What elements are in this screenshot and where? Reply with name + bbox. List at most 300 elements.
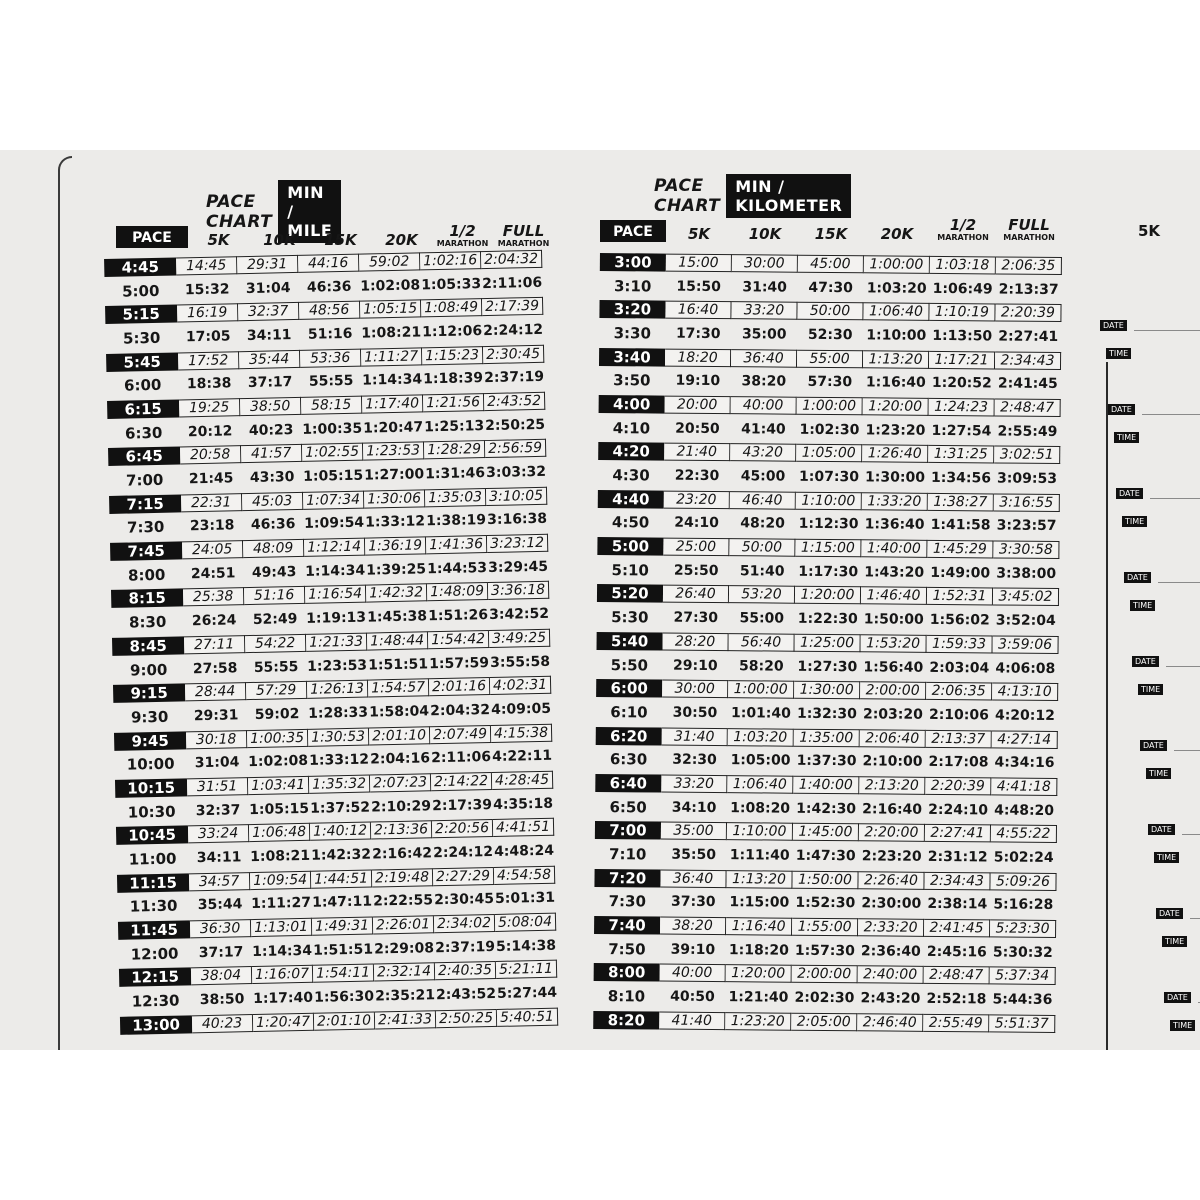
mile-pace-cell: 6:00 [123,376,162,395]
km-time-cell: 1:08:20 [730,799,791,817]
km-time-cell: 1:10:00 [796,491,862,510]
km-header-15k [798,227,864,242]
mile-time-cell: 19:25 [179,398,240,417]
km-time-cell: 15:50 [676,278,722,295]
mile-pace-cell: 11:15 [117,873,189,893]
mile-time-cell: 40:23 [192,1014,253,1033]
km-pace-cell: 5:20 [597,584,663,603]
km-time-cell: 1:50:00 [792,870,858,889]
km-time-cell: 17:30 [675,325,721,342]
km-time-cell: 1:56:02 [929,612,990,629]
mile-time-cell: 29:31 [237,255,298,274]
km-time-cell: 2:34:43 [995,351,1061,370]
mile-time-cell: 1:05:15 [360,300,421,319]
mile-pace-cell: 7:45 [110,542,182,562]
km-header-label: PACE [613,224,653,240]
km-time-cell: 35:00 [741,326,787,343]
km-time-cell: 2:10:06 [928,706,989,724]
mile-time-cell: 2:19:48 [372,868,433,887]
km-time-cell: 1:57:30 [794,942,855,960]
km-time-cell: 16:40 [665,301,731,320]
page-edge [58,156,72,1050]
mile-time-cell: 14:45 [176,256,237,275]
mile-time-cell: 2:27:29 [433,867,494,886]
km-header-pace [600,220,666,242]
log-entry-line[interactable] [1158,582,1200,583]
km-time-cell: 1:40:00 [793,776,859,795]
mile-time-cell: 1:20:47 [363,419,424,437]
mile-time-cell: 1:35:32 [309,775,370,794]
km-time-cell: 5:16:28 [993,896,1054,914]
log-entry-line[interactable] [1134,330,1200,331]
log-time-tag: TIME [1130,600,1155,611]
km-time-cell: 1:47:30 [795,847,856,865]
mile-time-cell: 2:14:22 [431,772,492,791]
km-pace-cell: 4:20 [598,442,664,461]
km-time-cell: 1:42:30 [796,800,857,817]
mile-time-cell: 51:16 [244,586,305,605]
km-pace-cell: 3:00 [600,253,666,272]
mile-time-cell: 1:51:51 [368,655,429,674]
log-entry-line[interactable] [1182,834,1200,835]
mile-header-20k [371,233,432,248]
km-pace-cell: 7:50 [608,939,646,959]
km-time-cell: 1:33:20 [862,492,928,511]
km-time-cell: 1:15:00 [795,539,861,558]
mile-time-cell: 1:47:11 [311,893,373,912]
mile-time-cell: 1:18:39 [423,370,484,388]
km-time-cell: 1:38:27 [928,493,994,512]
mile-time-cell: 1:51:26 [427,607,489,625]
km-time-cell: 1:23:20 [725,1012,791,1031]
km-time-cell: 1:25:00 [795,634,861,653]
km-time-cell: 1:43:20 [864,564,925,581]
mile-header-label: 1/2 [449,222,476,240]
mile-pace-cell: 6:30 [124,423,163,443]
mile-time-cell: 55:55 [253,658,299,676]
km-time-cell: 2:38:14 [927,896,988,913]
mile-time-cell: 2:01:10 [369,726,430,745]
log-entry-line[interactable] [1142,414,1200,415]
km-time-cell: 1:41:58 [930,517,991,534]
mile-time-cell: 2:04:16 [369,750,431,768]
km-time-cell: 2:06:35 [926,682,992,701]
km-time-cell: 30:50 [672,704,718,721]
mile-time-cell: 2:11:06 [430,749,492,767]
km-pace-cell: 5:00 [597,537,663,556]
mile-time-cell: 4:35:18 [492,795,554,813]
km-time-cell: 2:16:40 [862,800,923,818]
mile-time-cell: 1:09:54 [304,515,365,533]
mile-header-sublabel: MARATHON [497,239,550,248]
mile-header-10k [249,233,310,248]
mile-time-cell: 1:08:21 [361,324,422,342]
mile-time-cell: 1:28:33 [308,704,369,722]
mile-time-cell: 1:25:13 [424,417,485,435]
km-time-cell: 33:20 [661,775,727,794]
km-time-cell: 47:30 [808,279,854,296]
mile-time-cell: 29:31 [193,707,239,725]
km-time-cell: 2:06:40 [860,729,926,748]
km-time-cell: 1:03:20 [728,728,794,747]
km-time-cell: 50:00 [729,538,795,557]
mile-time-cell: 1:11:27 [361,347,422,366]
km-time-cell: 1:20:00 [795,586,861,605]
km-pace-cell: 7:10 [608,845,647,864]
mile-time-cell: 30:18 [186,730,247,749]
km-pace-cell: 5:50 [610,655,649,674]
km-time-cell: 3:45:02 [993,588,1059,607]
km-time-cell: 20:50 [675,420,720,437]
mile-time-cell: 31:04 [245,279,291,297]
mile-time-cell: 5:40:51 [497,1008,558,1027]
mile-time-cell: 1:02:08 [248,753,309,771]
mile-time-cell: 31:51 [187,777,248,796]
km-header-label: 5K [687,225,711,243]
km-time-cell: 1:31:25 [928,445,994,464]
mile-time-cell: 2:34:02 [434,914,495,933]
km-header-5k [666,227,732,242]
km-time-cell: 2:41:45 [924,919,990,938]
km-time-cell: 2:00:00 [792,965,858,984]
log-date-tag: DATE [1124,572,1151,583]
mile-time-cell: 1:54:11 [313,964,374,983]
km-time-cell: 39:10 [670,941,716,958]
km-time-cell: 1:23:20 [865,421,926,439]
mile-chart-unit: MIN / MILE [278,180,341,243]
km-time-cell: 57:30 [807,374,853,391]
km-time-cell: 1:13:20 [863,350,929,369]
mile-time-cell: 4:09:05 [490,700,552,718]
km-time-cell: 1:20:00 [726,965,792,984]
km-time-cell: 1:05:00 [796,444,862,463]
mile-time-cell: 1:11:27 [250,895,312,913]
mile-time-cell: 1:06:48 [249,823,310,842]
mile-time-cell: 52:49 [252,611,298,629]
mile-time-cell: 38:04 [191,967,252,986]
km-time-cell: 4:06:08 [995,659,1056,677]
km-header-1-2 [930,218,996,242]
mile-time-cell: 5:27:44 [496,984,558,1003]
mile-time-cell: 5:08:04 [495,913,556,932]
km-time-cell: 1:20:52 [931,375,992,392]
km-time-cell: 1:22:30 [797,610,858,628]
mile-time-cell: 57:29 [246,681,307,700]
mile-time-cell: 1:36:19 [365,536,426,555]
km-pace-cell: 4:50 [611,513,650,532]
km-time-cell: 23:20 [664,490,730,509]
log-time-tag: TIME [1138,684,1163,695]
km-time-cell: 5:09:26 [990,872,1056,891]
km-time-cell: 2:27:41 [925,824,991,843]
mile-header-label: 10K [263,231,296,249]
log-entry-line[interactable] [1166,666,1200,667]
km-pace-cell: 5:10 [611,560,649,580]
km-pace-cell: 5:40 [597,632,663,651]
km-time-cell: 1:11:40 [729,847,790,864]
mile-time-cell: 2:37:19 [484,369,545,387]
mile-time-cell: 1:14:34 [251,942,313,960]
km-time-cell: 2:02:30 [794,989,855,1007]
km-pace-cell: 4:40 [598,490,664,509]
mile-time-cell: 1:42:32 [366,584,427,603]
mile-time-cell: 1:15:23 [422,346,483,365]
km-header-10k [732,227,798,242]
mile-time-cell: 2:24:12 [432,844,494,862]
km-time-cell: 2:43:20 [860,990,921,1007]
mile-pace-cell: 11:45 [118,920,190,940]
km-time-cell: 2:26:40 [858,871,924,890]
km-time-cell: 1:59:33 [926,635,992,654]
mile-time-cell: 53:36 [300,348,361,367]
mile-time-cell: 1:44:53 [427,559,488,578]
mile-time-cell: 1:23:53 [307,657,368,675]
km-time-cell: 2:30:00 [861,895,922,913]
km-time-cell: 1:55:00 [792,918,858,937]
mile-header-sublabel: MARATHON [436,239,489,248]
km-time-cell: 34:10 [671,799,717,816]
km-time-cell: 2:48:47 [924,966,990,985]
mile-time-cell: 16:19 [177,303,238,322]
mile-time-cell: 1:30:06 [364,489,425,508]
km-pace-cell: 8:10 [607,987,646,1006]
km-time-cell: 1:13:50 [932,327,993,345]
km-time-cell: 1:17:21 [929,350,995,369]
km-time-cell: 1:26:40 [862,445,928,464]
mile-time-cell: 1:56:30 [313,988,375,1006]
km-pace-cell: 3:20 [599,300,665,319]
km-time-cell: 2:03:04 [929,659,990,676]
mile-time-cell: 1:14:34 [305,562,366,580]
mile-header-label: FULL [502,222,545,240]
km-pace-cell: 7:00 [595,821,661,840]
km-header-sublabel: MARATHON [1003,233,1055,242]
km-time-cell: 19:10 [675,372,721,390]
mile-time-cell: 38:50 [199,991,245,1009]
km-pace-cell: 3:10 [613,276,652,295]
mile-time-cell: 2:11:06 [482,274,543,292]
mile-time-cell: 2:26:01 [373,915,434,934]
mile-time-cell: 1:42:32 [310,846,372,864]
km-time-cell: 51:40 [739,563,785,580]
km-time-cell: 5:44:36 [992,991,1053,1009]
km-time-cell: 46:40 [730,491,796,510]
km-header-20k [864,227,930,242]
mile-time-cell: 48:09 [243,539,304,558]
mile-time-cell: 1:02:08 [360,276,421,295]
km-time-cell: 2:55:49 [923,1014,989,1033]
mile-time-cell: 1:17:40 [362,394,423,413]
km-time-cell: 1:35:00 [794,728,860,747]
km-time-cell: 1:40:00 [861,539,927,558]
mile-chart-header-row [116,224,554,248]
km-time-cell: 29:10 [673,657,718,674]
km-time-cell: 1:10:00 [727,822,793,841]
mile-time-cell: 4:02:31 [490,676,551,695]
km-time-cell: 1:07:30 [799,468,860,486]
km-time-cell: 2:48:47 [995,398,1061,417]
km-time-cell: 2:40:00 [858,966,924,985]
km-time-cell: 2:17:08 [928,754,989,771]
mile-time-cell: 1:58:04 [368,703,430,721]
km-time-cell: 30:00 [732,254,798,273]
log-time-tag: TIME [1154,852,1179,863]
km-time-cell: 3:59:06 [992,635,1058,654]
km-pace-cell: 6:30 [609,750,648,769]
km-time-cell: 25:00 [663,538,729,557]
log-entry-line[interactable] [1174,750,1200,751]
km-time-cell: 2:52:18 [926,991,987,1008]
mile-pace-cell: 5:00 [121,281,160,301]
km-pace-cell: 4:00 [599,395,665,414]
km-header-label: 15K [814,225,848,243]
km-time-cell: 2:33:20 [858,918,924,937]
km-time-cell: 2:20:39 [925,777,991,796]
km-pace-cell: 4:30 [612,466,650,485]
log-date-tag: DATE [1156,908,1183,919]
mile-time-cell: 2:17:39 [431,796,493,814]
mile-time-cell: 2:04:32 [429,701,491,720]
mile-time-cell: 1:23:53 [363,442,424,461]
mile-time-cell: 1:40:12 [310,822,371,841]
km-time-cell: 18:20 [665,348,731,367]
mile-time-cell: 1:03:41 [248,776,309,795]
km-pace-row [593,1008,1055,1036]
km-time-cell: 2:13:37 [998,281,1059,298]
km-time-cell: 4:55:22 [991,825,1057,844]
mile-time-cell: 1:54:57 [368,679,429,698]
km-time-cell: 30:00 [662,680,728,699]
mile-time-cell: 3:49:25 [489,629,550,648]
km-time-cell: 21:40 [664,443,730,462]
km-chart-title: PACE CHART [654,176,721,216]
mile-pace-cell: 5:45 [106,352,178,372]
km-header-sublabel: MARATHON [937,233,989,242]
km-time-cell: 1:52:30 [795,895,856,912]
mile-time-cell: 1:38:19 [426,512,487,530]
mile-time-cell: 31:04 [194,754,240,772]
km-time-cell: 1:05:00 [730,752,791,769]
km-time-cell: 1:00:00 [864,255,930,274]
mile-time-cell: 2:20:56 [432,819,493,838]
km-chart-rows [593,250,1062,1036]
mile-header-label: 15K [324,231,357,249]
mile-time-cell: 1:30:53 [308,727,369,746]
mile-time-cell: 59:02 [359,252,420,271]
km-time-cell: 1:15:00 [729,894,790,912]
mile-time-cell: 35:44 [197,896,243,914]
mile-pace-cell: 10:00 [126,754,175,774]
km-pace-cell: 3:50 [613,371,651,390]
log-time-tag: TIME [1106,348,1131,359]
mile-time-cell: 1:57:59 [428,654,490,672]
mile-time-cell: 1:48:09 [427,583,488,602]
mile-time-cell: 1:54:42 [428,630,489,649]
mile-pace-cell: 8:30 [128,612,167,632]
mile-time-cell: 2:37:19 [434,938,496,956]
mile-time-cell: 2:22:55 [372,892,434,910]
mile-time-cell: 58:15 [301,396,362,415]
mile-pace-cell: 11:00 [128,849,177,869]
mile-time-cell: 45:03 [242,492,303,511]
training-log-column [1098,222,1200,1050]
mile-time-cell: 20:58 [180,446,241,465]
mile-time-cell: 1:41:36 [426,535,487,554]
km-time-cell: 3:23:57 [996,517,1057,535]
log-entry-line[interactable] [1150,498,1200,499]
log-divider [1106,362,1108,1050]
km-time-cell: 58:20 [739,657,784,675]
mile-time-cell: 40:23 [248,421,294,439]
km-chart-heading [654,174,851,218]
km-time-cell: 35:00 [661,822,727,841]
km-time-cell: 1:46:40 [861,587,927,606]
km-time-cell: 5:02:24 [993,849,1054,867]
km-time-cell: 45:00 [740,468,786,485]
mile-chart-rows [104,247,558,1038]
km-time-cell: 3:09:53 [996,470,1058,488]
mile-time-cell: 1:31:46 [425,465,486,483]
mile-time-cell: 1:07:34 [303,490,364,509]
km-time-cell: 4:13:10 [992,683,1058,702]
km-time-cell: 25:50 [673,562,719,579]
mile-pace-cell: 11:30 [129,897,178,917]
km-time-cell: 1:30:00 [794,681,860,700]
km-time-cell: 1:53:20 [861,634,927,653]
mile-time-cell: 25:38 [183,588,244,607]
km-time-cell: 1:20:00 [863,397,929,416]
mile-time-cell: 1:17:40 [252,989,314,1008]
km-time-cell: 2:41:45 [997,375,1058,393]
km-time-cell: 1:10:19 [929,303,995,322]
mile-chart-title: PACE CHART [206,191,273,232]
mile-pace-cell: 5:30 [122,328,161,348]
km-pace-cell: 6:40 [595,774,661,793]
km-time-cell: 5:37:34 [990,967,1056,986]
mile-time-cell: 1:49:31 [312,917,373,936]
mile-time-cell: 49:43 [251,563,297,581]
mile-time-cell: 5:01:31 [494,890,556,908]
km-pace-cell: 6:50 [609,797,647,817]
km-time-cell: 2:20:39 [995,304,1061,323]
mile-time-cell: 1:20:47 [253,1013,314,1032]
mile-time-cell: 22:31 [181,493,242,512]
km-time-cell: 43:20 [730,443,796,462]
mile-time-cell: 1:00:35 [302,420,363,438]
mile-time-cell: 1:12:14 [304,538,365,557]
km-time-cell: 1:17:30 [798,563,859,581]
km-time-cell: 38:20 [660,917,726,936]
mile-time-cell: 1:19:13 [306,609,367,627]
km-time-cell: 1:56:40 [863,658,924,676]
km-time-cell: 1:37:30 [796,753,857,770]
mile-time-cell: 2:17:39 [482,297,543,316]
mile-time-cell: 44:16 [298,254,359,273]
log-entry-line[interactable] [1190,918,1200,919]
km-time-cell: 4:20:12 [994,707,1055,724]
mile-time-cell: 1:13:01 [251,918,312,937]
mile-time-cell: 26:24 [191,612,237,630]
mile-pace-cell: 9:15 [113,684,185,704]
km-time-cell: 5:51:37 [989,1014,1055,1033]
km-time-cell: 38:20 [741,373,787,390]
mile-pace-cell: 7:30 [126,518,165,537]
km-time-cell: 4:48:20 [994,802,1055,819]
mile-pace-cell: 7:00 [125,470,164,490]
mile-time-cell: 48:56 [299,301,360,320]
km-time-cell: 2:45:16 [926,943,987,961]
mile-pace-cell: 10:30 [127,802,176,822]
